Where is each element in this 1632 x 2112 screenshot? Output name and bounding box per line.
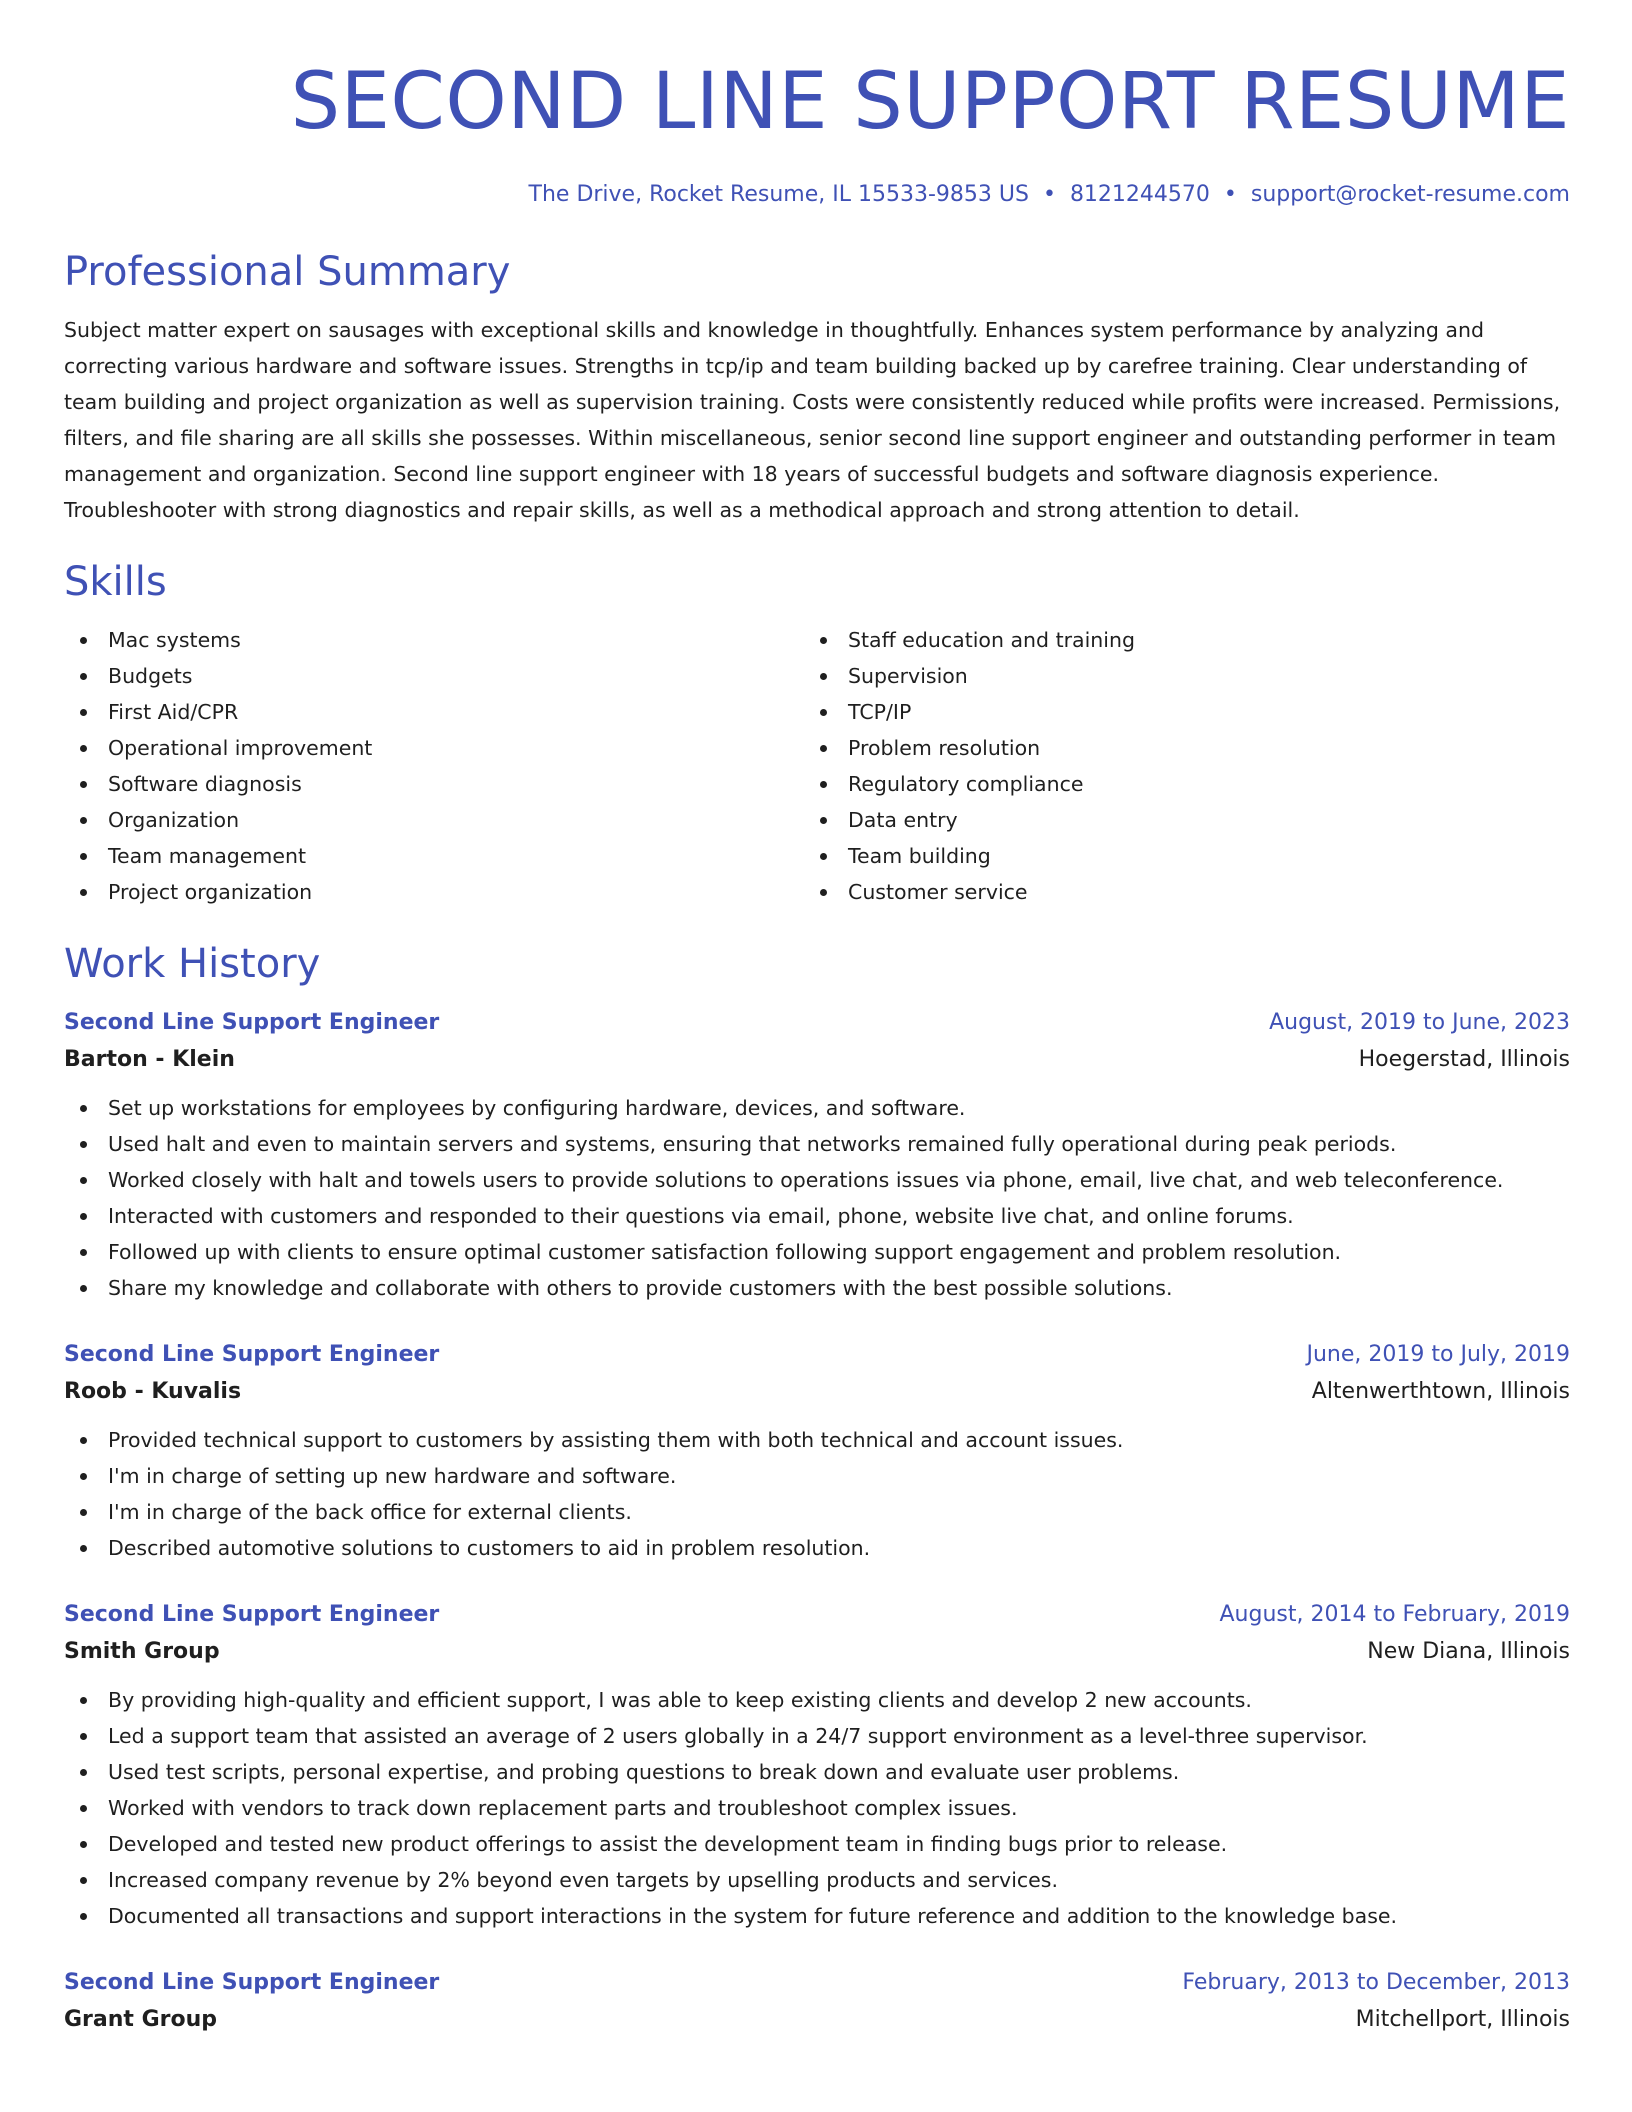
skill-item: Regulatory compliance (804, 766, 1544, 802)
skills-heading: Skills (64, 559, 167, 605)
job-bullet: I'm in charge of setting up new hardware and software. (64, 1458, 1570, 1494)
skill-item: Problem resolution (804, 730, 1544, 766)
job-dates: August, 2019 to June, 2023 (1269, 1010, 1570, 1035)
skill-item: Team building (804, 838, 1544, 874)
skill-item: Operational improvement (64, 730, 804, 766)
job-bullet: I'm in charge of the back office for external clients. (64, 1494, 1570, 1530)
job-company: Grant Group (64, 2007, 218, 2032)
job-bullet: Interacted with customers and responded to their questions via email, phone, website live chat, and online forums. (64, 1198, 1570, 1234)
job-location: Hoegerstad, Illinois (1358, 1047, 1570, 1072)
job-bullets (64, 1090, 1570, 1306)
contact-email: support@rocket-resume.com (1250, 182, 1570, 207)
skill-item: TCP/IP (804, 694, 1544, 730)
skill-item: Budgets (64, 658, 804, 694)
contact-address: The Drive, Rocket Resume, IL 15533-9853 US (528, 182, 1029, 207)
skill-item: Staff education and training (804, 622, 1544, 658)
job-location: New Diana, Illinois (1367, 1639, 1570, 1664)
skill-item: Data entry (804, 802, 1544, 838)
job-bullet: Provided technical support to customers by assisting them with both technical and account issues. (64, 1422, 1570, 1458)
work-history-heading: Work History (64, 941, 321, 987)
job-location: Mitchellport, Illinois (1355, 2007, 1570, 2032)
job-bullet: Share my knowledge and collaborate with others to provide customers with the best possible solutions. (64, 1270, 1570, 1306)
contact-separator: • (1223, 182, 1237, 207)
job-bullet: Set up workstations for employees by configuring hardware, devices, and software. (64, 1090, 1570, 1126)
job-dates: February, 2013 to December, 2013 (1182, 1970, 1570, 1995)
job-location: Altenwerthtown, Illinois (1311, 1379, 1570, 1404)
skills-column-right (804, 622, 1544, 910)
job-bullet: Used halt and even to maintain servers and systems, ensuring that networks remained fully operational during peak periods. (64, 1126, 1570, 1162)
job-bullet: Increased company revenue by 2% beyond even targets by upselling products and services. (64, 1862, 1570, 1898)
job-bullet: Documented all transactions and support interactions in the system for future reference and addition to the knowledge base. (64, 1898, 1570, 1934)
skill-item: Supervision (804, 658, 1544, 694)
job-bullet: Used test scripts, personal expertise, and probing questions to break down and evaluate user problems. (64, 1754, 1570, 1790)
skill-item: Customer service (804, 874, 1544, 910)
skills-list (64, 622, 1570, 910)
skill-item: Organization (64, 802, 804, 838)
summary-text: Subject matter expert on sausages with exceptional skills and knowledge in thoughtfully. Enhances system performance by analyzing and correcting various hardware and software issues. Strengths in tcp/ip and team building backed up by carefree training. Clear understanding of team building and project organization as well as supervision training. Costs were consistently reduced while profits were increased. Permissions, filters, and file sharing are all skills she possesses. Within miscellaneous, senior second line support engineer and outstanding performer in team management and organization. Second line support engineer with 18 years of successful budgets and software diagnosis experience. Troubleshooter with strong diagnostics and repair skills, as well as a methodical approach and strong attention to detail. (64, 318, 1561, 522)
job-bullets (64, 1682, 1570, 1934)
contact-separator: • (1042, 182, 1056, 207)
job-bullet: Described automotive solutions to customers to aid in problem resolution. (64, 1530, 1570, 1566)
summary-heading: Professional Summary (64, 249, 511, 295)
skill-item: Project organization (64, 874, 804, 910)
job-bullet: Followed up with clients to ensure optimal customer satisfaction following support engagement and problem resolution. (64, 1234, 1570, 1270)
job-title: Second Line Support Engineer (64, 1602, 440, 1627)
contact-line (64, 180, 1570, 210)
skill-item: Software diagnosis (64, 766, 804, 802)
job-bullet: Worked closely with halt and towels users to provide solutions to operations issues via phone, email, live chat, and web teleconference. (64, 1162, 1570, 1198)
job-bullet: Developed and tested new product offerings to assist the development team in finding bugs prior to release. (64, 1826, 1570, 1862)
job-bullets (64, 1422, 1570, 1566)
job-title: Second Line Support Engineer (64, 1970, 440, 1995)
job-company: Roob - Kuvalis (64, 1379, 242, 1404)
skill-item: Team management (64, 838, 804, 874)
job-company: Barton - Klein (64, 1047, 235, 1072)
job-title: Second Line Support Engineer (64, 1010, 440, 1035)
job-bullet: Worked with vendors to track down replacement parts and troubleshoot complex issues. (64, 1790, 1570, 1826)
job-company: Smith Group (64, 1639, 220, 1664)
job-bullet: Led a support team that assisted an average of 2 users globally in a 24/7 support environment as a level-three supervisor. (64, 1718, 1570, 1754)
job-title: Second Line Support Engineer (64, 1342, 440, 1367)
job-entry (64, 1966, 1570, 2040)
contact-phone: 8121244570 (1069, 182, 1210, 207)
job-entry (64, 1598, 1570, 1934)
job-dates: August, 2014 to February, 2019 (1219, 1602, 1570, 1627)
skill-item: Mac systems (64, 622, 804, 658)
skill-item: First Aid/CPR (64, 694, 804, 730)
job-bullet: By providing high-quality and efficient support, I was able to keep existing clients and develop 2 new accounts. (64, 1682, 1570, 1718)
job-dates: June, 2019 to July, 2019 (1306, 1342, 1570, 1367)
job-entry (64, 1006, 1570, 1306)
skills-column-left (64, 622, 804, 910)
resume-title: SECOND LINE SUPPORT RESUME (290, 57, 1570, 147)
job-entry (64, 1338, 1570, 1566)
